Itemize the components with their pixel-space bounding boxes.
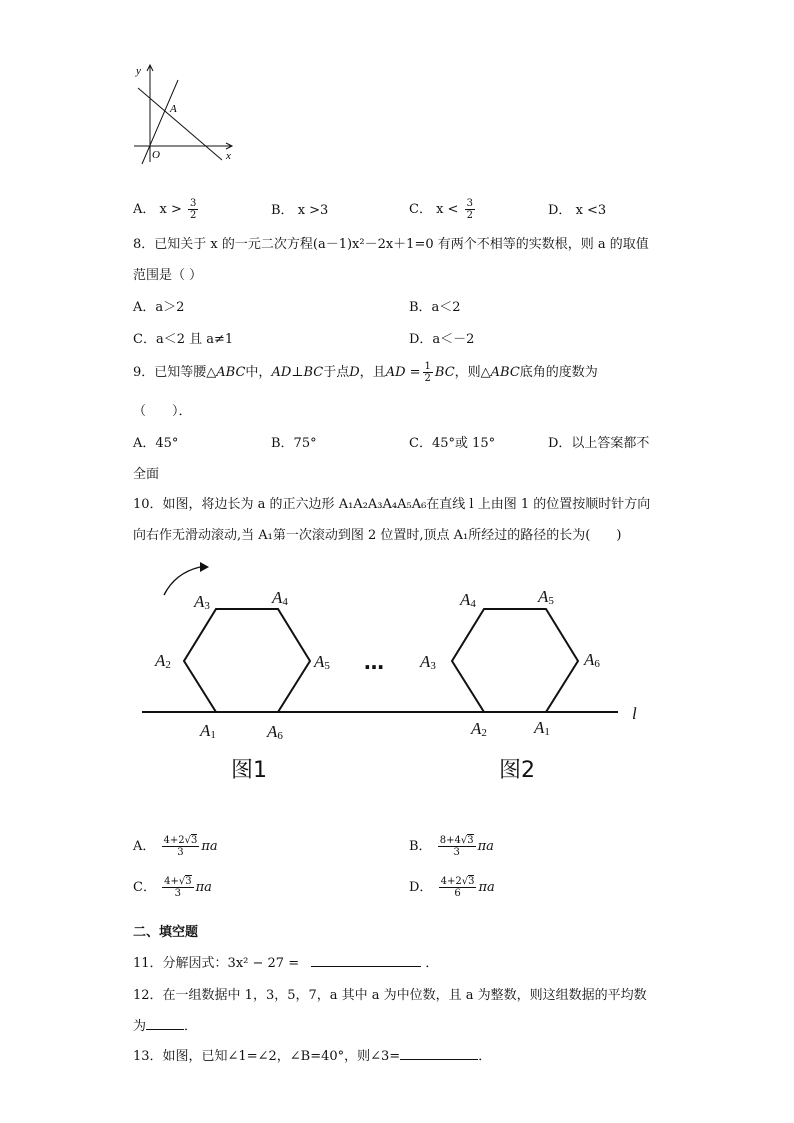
q10-stem-line2: 向右作无滑动滚动,当 A₁第一次滚动到图 2 位置时,顶点 A₁所经过的路径的长为( ): [133, 528, 622, 543]
line-l-label: l: [632, 704, 637, 723]
q11-stem: [133, 952, 438, 971]
q9-point-d: D: [349, 365, 360, 380]
q7-option-b[interactable]: [271, 199, 328, 218]
q8-option-a[interactable]: A．a＞2: [133, 300, 185, 315]
q8-stem-line1: 8．已知关于 x 的一元二次方程(a－1)x²－2x＋1=0 有两个不相等的实数根，则 a 的取值: [133, 237, 649, 252]
radicand: 3: [468, 876, 475, 887]
q12-stem-line2: [133, 1015, 197, 1034]
numerator: 3: [190, 198, 197, 209]
numerator-prefix: 4+: [164, 876, 179, 887]
q11-answer-blank[interactable]: [311, 954, 421, 967]
option-letter: A．: [133, 839, 156, 854]
radicand: 3: [191, 835, 198, 846]
option-letter: A．: [133, 202, 156, 217]
fig2-label-a4: A4: [460, 590, 476, 610]
denominator: 3: [177, 847, 184, 858]
section-title: 二、填空题: [133, 925, 199, 940]
fig1-label-a1: A1: [200, 721, 216, 741]
figure2-caption: 图2: [499, 758, 535, 783]
figure1-caption: 图1: [231, 758, 267, 783]
denominator: 2: [424, 373, 431, 384]
y-axis-label: y: [136, 65, 141, 77]
sqrt-icon: √: [460, 835, 468, 846]
q7-option-c[interactable]: [409, 198, 477, 221]
q10-stem-line1: 10．如图，将边长为 a 的正六边形 A₁A₂A₃A₄A₅A₆在直线 l 上由图 1 的位置按顺时针方向: [133, 497, 651, 512]
numerator: 1: [424, 361, 431, 372]
q10-hexagon-figure: [130, 555, 660, 800]
fig2-label-a5: A5: [538, 587, 554, 607]
numerator: [438, 835, 476, 847]
q13-text: 13．如图，已知∠1=∠2，∠B=40°，则∠3=: [133, 1049, 401, 1064]
fig1-label-a5: A5: [314, 652, 330, 672]
option-letter: C．: [133, 880, 156, 895]
q9-ad: AD =: [385, 365, 421, 380]
option-tail: πa: [201, 839, 218, 854]
numerator-prefix: 4+2: [163, 835, 185, 846]
option-tail: πa: [477, 839, 494, 854]
option-letter: C．: [409, 202, 432, 217]
q9-text-post: 底角的度数为: [519, 365, 598, 380]
numerator-prefix: 4+2: [440, 876, 462, 887]
q11-text: 11．分解因式：3x² − 27 =: [133, 956, 300, 971]
numerator-prefix: 8+4: [439, 835, 461, 846]
q9-text-pre: 9．已知等腰△: [133, 365, 217, 380]
sqrt-icon: √: [184, 835, 192, 846]
fraction: [465, 198, 475, 221]
fig1-label-a2: A2: [155, 651, 171, 671]
q13-stem: [133, 1045, 491, 1064]
option-letter: B．: [271, 203, 294, 218]
fraction: [162, 876, 194, 899]
hexagon-figure1: [184, 609, 310, 712]
fraction: [162, 835, 200, 858]
origin-label: O: [152, 149, 160, 161]
option-text: x >: [159, 202, 182, 217]
q7-option-d[interactable]: [548, 199, 606, 218]
q9-triangle-name: ABC: [216, 365, 246, 380]
sqrt-icon: √: [461, 876, 469, 887]
q8-option-d[interactable]: D．a＜－2: [409, 332, 475, 347]
denominator: 6: [454, 888, 461, 899]
option-text: x <3: [575, 203, 607, 218]
radicand: 3: [185, 876, 192, 887]
numerator: [162, 835, 200, 847]
q9-text: ，则△: [454, 365, 491, 380]
fraction: [188, 198, 198, 221]
option-text: x >3: [297, 203, 329, 218]
option-tail: πa: [478, 880, 495, 895]
line-increasing: [142, 80, 178, 164]
option-letter: D．: [548, 203, 572, 218]
denominator: 2: [190, 210, 197, 221]
fraction: [439, 876, 477, 899]
fig2-label-a2: A2: [471, 719, 487, 739]
option-text: x <: [436, 202, 459, 217]
rotation-arrow-icon: [164, 567, 200, 595]
numerator: 3: [466, 198, 473, 209]
radicand: 3: [467, 835, 474, 846]
q13-answer-blank[interactable]: [400, 1047, 478, 1060]
point-a-label: A: [170, 103, 177, 115]
q8-option-b[interactable]: B．a＜2: [409, 300, 461, 315]
denominator: 2: [466, 210, 473, 221]
x-axis-label: x: [226, 150, 231, 162]
q10-option-a[interactable]: [133, 835, 218, 858]
q12-stem-line1: 12．在一组数据中 1，3，5，7，a 其中 a 为中位数，且 a 为整数，则这组数据的平均数: [133, 988, 647, 1003]
q12-text-post: ．: [184, 1019, 198, 1034]
q9-option-d-wrap: 全面: [133, 467, 160, 482]
q10-option-b[interactable]: [409, 835, 494, 858]
q9-text: 于点: [323, 365, 350, 380]
denominator: 3: [453, 847, 460, 858]
fig2-label-a1: A1: [534, 718, 550, 738]
option-letter: D．: [409, 880, 433, 895]
hexagon-figure2: [452, 609, 578, 712]
q13-text-post: ．: [478, 1049, 492, 1064]
ellipsis-dots: …: [364, 650, 384, 674]
q9-text: 中，: [245, 365, 272, 380]
fig1-label-a3: A3: [194, 592, 210, 612]
fraction: [438, 835, 476, 858]
line-decreasing: [138, 88, 222, 160]
rotation-arrow-head-icon: [200, 562, 209, 572]
option-tail: πa: [195, 880, 212, 895]
q9-option-a[interactable]: A．45°: [133, 436, 179, 451]
fig1-label-a6: A6: [267, 722, 283, 742]
q8-stem-line2: 范围是（ ）: [133, 268, 203, 283]
q9-stem-line2: （ ）．: [133, 404, 192, 419]
q9-stem-line1: [133, 361, 598, 384]
q10-option-c[interactable]: [133, 876, 212, 899]
q11-text-post: ．: [425, 956, 439, 971]
q7-coordinate-graph: [128, 60, 240, 165]
q9-option-d[interactable]: D．以上答案都不: [548, 436, 650, 451]
q10-option-d[interactable]: [409, 876, 495, 899]
q12-answer-blank[interactable]: [146, 1017, 184, 1030]
q9-perpendicular: AD⊥BC: [271, 365, 324, 380]
option-letter: B．: [409, 839, 432, 854]
numerator: [439, 876, 477, 888]
q12-text: 为: [133, 1019, 147, 1034]
q9-option-c[interactable]: C．45°或 15°: [409, 436, 496, 451]
q9-bc: BC: [434, 365, 455, 380]
q9-triangle-name: ABC: [490, 365, 520, 380]
q9-text: ，且: [359, 365, 386, 380]
fig2-label-a6: A6: [584, 650, 600, 670]
numerator: [162, 876, 194, 888]
fig2-label-a3: A3: [420, 652, 436, 672]
sqrt-icon: √: [178, 876, 186, 887]
denominator: 3: [174, 888, 182, 899]
q7-option-a[interactable]: [133, 198, 200, 221]
q9-option-b[interactable]: B．75°: [271, 436, 317, 451]
fraction: [423, 361, 433, 384]
q8-option-c[interactable]: C．a＜2 且 a≠1: [133, 332, 234, 347]
fig1-label-a4: A4: [272, 588, 288, 608]
